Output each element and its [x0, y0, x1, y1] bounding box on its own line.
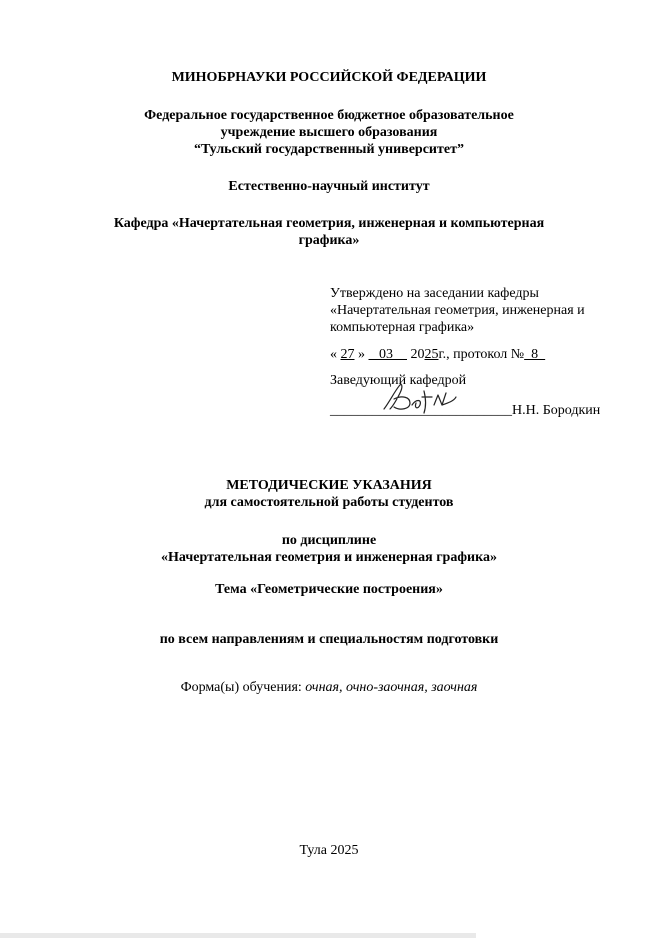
university-line-1: Федеральное государственное бюджетное образовательное	[144, 108, 514, 123]
date-day: 27	[340, 347, 355, 362]
university-name: “Тульский государственный университет”	[194, 142, 464, 157]
topic-line: Тема «Геометрические построения»	[215, 582, 443, 597]
head-label: Заведующий кафедрой	[330, 373, 467, 388]
approval-line-1: Утверждено на заседании кафедры	[330, 286, 539, 301]
date-mid: »	[354, 347, 369, 362]
signature-image	[380, 381, 458, 415]
study-form-value: очная, очно-заочная, заочная	[305, 680, 478, 695]
approval-line-2: «Начертательная геометрия, инженерная и	[330, 303, 585, 318]
head-name: Н.Н. Бородкин	[512, 403, 601, 418]
document-subtitle: для самостоятельной работы студентов	[204, 495, 454, 510]
ministry-heading: МИНОБРНАУКИ РОССИЙСКОЙ ФЕДЕРАЦИИ	[171, 70, 487, 85]
protocol-number: 8	[524, 347, 546, 362]
date-year-prefix: 20	[407, 347, 425, 362]
study-form-line	[0, 679, 658, 696]
date-year-suffix: 25	[424, 347, 439, 362]
discipline-name: «Начертательная геометрия и инженерная графика»	[161, 550, 497, 565]
protocol-text: г., протокол №	[438, 347, 525, 362]
institute-name: Естественно-научный институт	[228, 179, 430, 194]
department-line-2: графика»	[298, 233, 360, 248]
city-year: Тула 2025	[299, 843, 359, 858]
signature-row	[330, 402, 600, 419]
date-open: «	[330, 347, 341, 362]
department-line-1: Кафедра «Начертательная геометрия, инженерная и компьютерная	[113, 216, 545, 231]
approval-date-line	[330, 346, 545, 363]
scope-line: по всем направлениям и специальностям подготовки	[159, 632, 499, 647]
date-month: 03	[368, 347, 407, 362]
horizontal-scrollbar[interactable]	[0, 933, 476, 938]
university-line-2: учреждение высшего образования	[220, 125, 438, 140]
document-title: МЕТОДИЧЕСКИЕ УКАЗАНИЯ	[226, 478, 432, 493]
study-form-label: Форма(ы) обучения:	[180, 680, 306, 695]
signature-line: __________________________	[330, 403, 512, 418]
approval-line-3: компьютерная графика»	[330, 320, 475, 335]
discipline-label: по дисциплине	[281, 533, 377, 548]
